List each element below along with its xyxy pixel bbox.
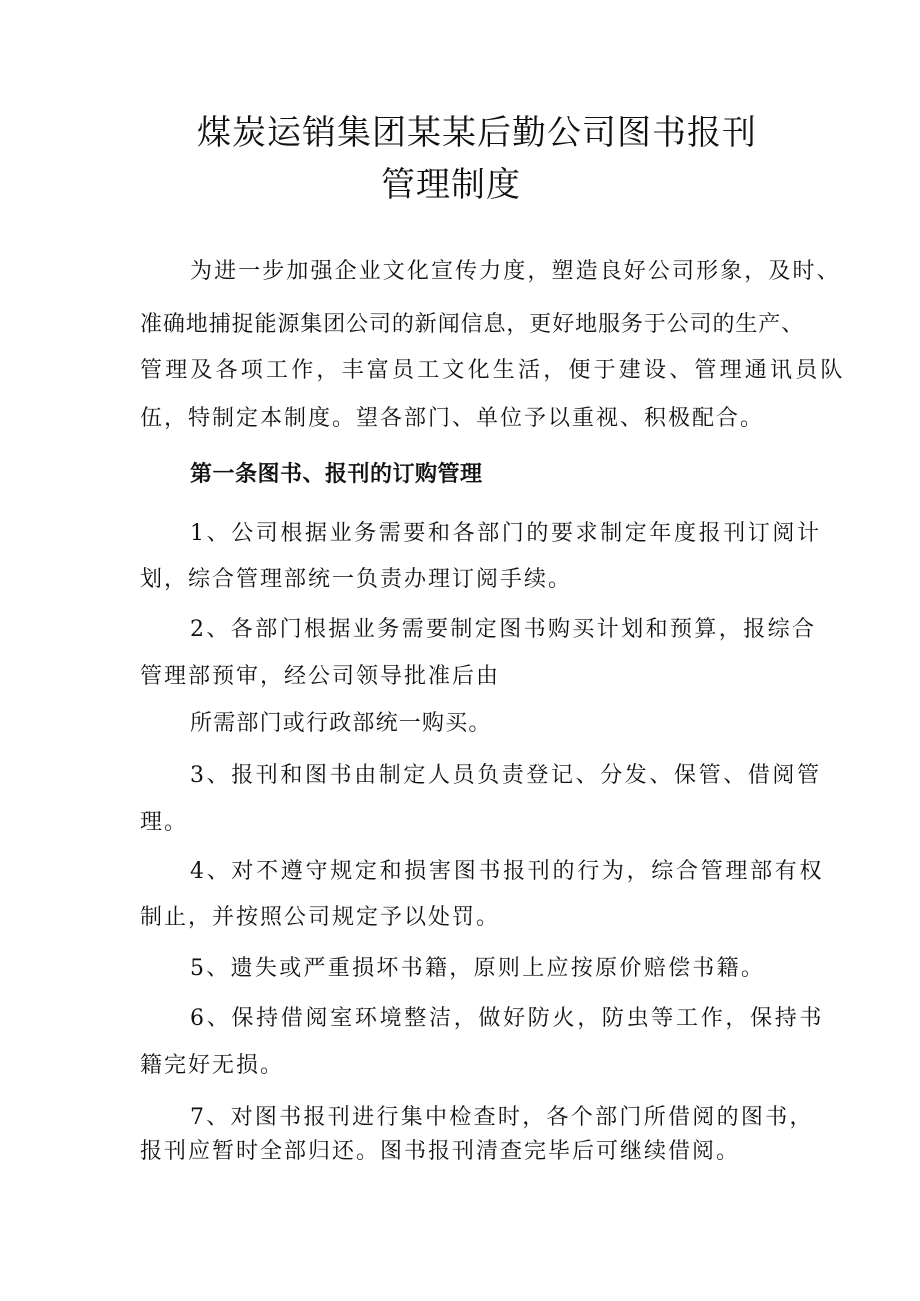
intro-line: 伍，特制定本制度。望各部门、单位予以重视、积极配合。 (140, 406, 765, 431)
section-heading: 第一条图书、报刊的订购管理 (190, 461, 483, 487)
item-line: 2、各部门根据业务需要制定图书购买计划和预算，报综合 (190, 617, 817, 642)
item-line: 7、对图书报刊进行集中检查时，各个部门所借阅的图书， (190, 1105, 814, 1130)
document-title-line-1: 煤炭运销集团某某后勤公司图书报刊 (197, 113, 757, 153)
document-title-line-2: 管理制度 (381, 165, 521, 205)
item-line: 划，综合管理部统一负责办理订阅手续。 (140, 567, 573, 592)
intro-line: 准确地捕捉能源集团公司的新闻信息，更好地服务于公司的生产、 (140, 312, 805, 337)
item-line: 所需部门或行政部统一购买。 (190, 711, 492, 736)
intro-line: 管理及各项工作，丰富员工文化生活，便于建设、管理通讯员队 (140, 358, 846, 383)
item-line: 理。 (140, 810, 189, 835)
item-line: 籍完好无损。 (140, 1053, 285, 1078)
item-line: 1、公司根据业务需要和各部门的要求制定年度报刊订阅计 (190, 521, 822, 546)
item-line: 管理部预审，经公司领导批准后由 (140, 664, 501, 689)
item-line: 5、遗失或严重损坏书籍，原则上应按原价赔偿书籍。 (190, 956, 766, 981)
item-line: 报刊应暂时全部归还。图书报刊清查完毕后可继续借阅。 (140, 1139, 741, 1164)
intro-line: 为进一步加强企业文化宣传力度，塑造良好公司形象，及时、 (190, 259, 841, 284)
item-line: 6、保持借阅室环境整洁，做好防火，防虫等工作，保持书 (190, 1006, 825, 1031)
item-line: 制止，并按照公司规定予以处罚。 (140, 905, 501, 930)
item-line: 3、报刊和图书由制定人员负责登记、分发、保管、借阅管 (190, 763, 822, 788)
item-line: 4、对不遵守规定和损害图书报刊的行为，综合管理部有权 (190, 859, 825, 884)
